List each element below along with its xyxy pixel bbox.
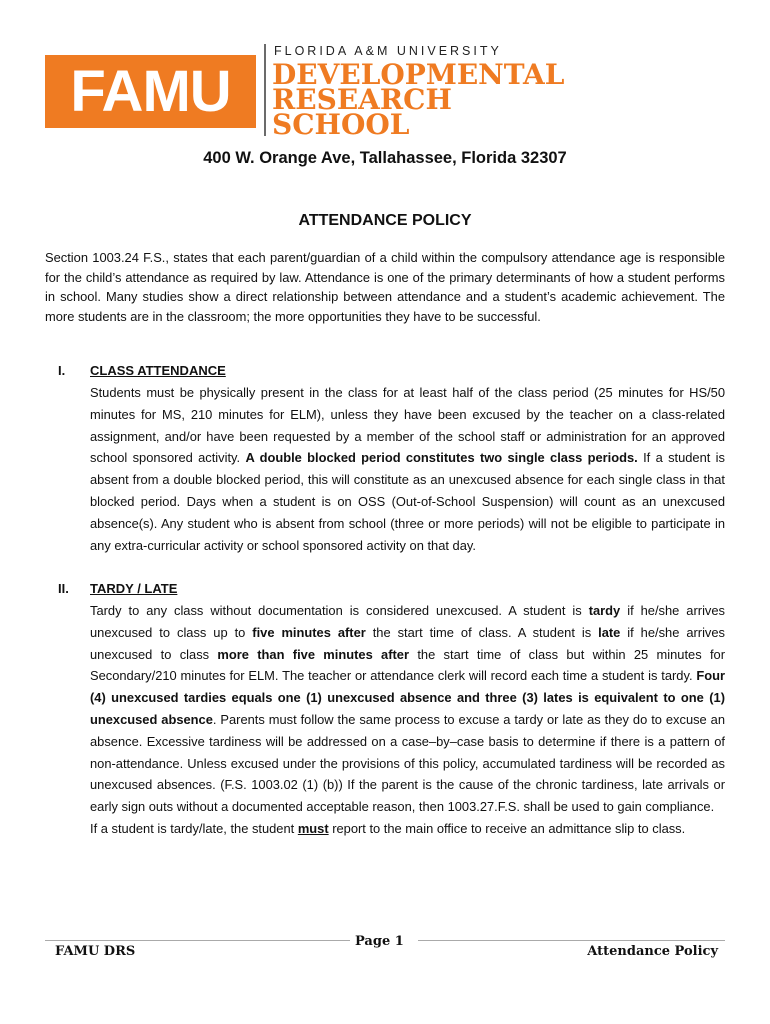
s2-text-7: If a student is tardy/late, the student [90,820,298,836]
s2-text-8: report to the main office to receive an admittance slip to class. [328,820,686,836]
document-title: ATTENDANCE POLICY [298,212,472,229]
s1-text-1: Students must be physically present in the class for at least half of the class period (25 minutes for HS/50 minutes for MS, 210 minutes for ELM), unless they have been excused by the teacher on a class-related assignment, and/or have been requested by a member of the school staff or administration for an approved school sponsored activity. [90,385,725,466]
school-address: 400 W. Orange Ave, Tallahassee, Florida 32307 [203,149,567,167]
intro-paragraph: Section 1003.24 F.S., states that each parent/guardian of a child within the compulsory attendance age is responsible for the child’s attendance as required by law. Attendance is one of the primary determinants of how a student performs in school. Many studies show a direct relationship between attendance and a student’s academic achievement. The more students are in the classroom; the more opportunities they have to be successful. [45,250,725,324]
section-1-number: I. [58,363,66,378]
s2-text-3: the start time of class. A student is [365,624,599,640]
s2-bold-five-minutes: five minutes after [252,624,366,640]
s2-text-5: the start time of class but within 25 minutes for Secondary/210 minutes for ELM. The teacher or attendance clerk will record each time a student is tardy. [90,646,726,684]
s1-bold-1: A double blocked period constitutes two single class periods. [245,450,638,466]
footer-rule-left [45,940,350,941]
famu-logo-box [45,55,256,128]
s1-text-2: If a student is absent from a double blocked period, this will constitute as an unexcused absence for each single class in that blocked period. Days when a student is on OSS (Out-of-School Suspension) will count as an unexcused absence(s). Any student who is absent from school (three or more periods) will not be eligible to participate in any extra-curricular activity or school sponsored activity on that day. [90,450,725,553]
famu-logo-text: FAMU [70,58,231,124]
section-2-heading: TARDY / LATE [90,581,178,596]
university-name: FLORIDA A&M UNIVERSITY [274,44,502,58]
footer-left: FAMU DRS [55,944,136,959]
section-2-number: II. [58,581,69,596]
s2-bold-rule: Four (4) unexcused tardies equals one (1) unexcused absence and three (3) lates is equivalent to one (1) unexcused absence [90,668,725,727]
school-name-line3: SCHOOL [272,108,410,141]
school-name-line2: RESEARCH [272,83,452,116]
s2-bold-late: late [598,624,621,640]
footer-rule-right [418,940,725,941]
s2-must: must [297,820,329,836]
s2-text-1: Tardy to any class without documentation is considered unexcused. A student is [90,603,589,618]
s2-text-2: if he/she arrives unexcused to class up to [90,603,725,640]
s2-bold-more-than: more than five minutes after [217,646,409,662]
s2-bold-tardy: tardy [588,603,621,618]
section-2-body [90,600,725,840]
section-1-body [90,382,725,556]
s2-text-6: . Parents must follow the same process to excuse a tardy or late as they do to excuse an absence. Excessive tardiness will be addressed on a case–by–case basis to determine if there is a pattern of non-attendance. Unless excused under the provisions of this policy, accumulated tardiness will be recorded as unexcused absences. (F.S. 1003.02 (1) (b)) If the parent is the cause of the chronic tardiness, late arrivals or early sign outs without a documented acceptable reason, then 1003.27.F.S. shall be used to gain compliance. [90,711,725,815]
footer-right: Attendance Policy [587,944,718,959]
page-number: Page 1 [355,934,404,949]
school-name-line1: DEVELOPMENTAL [272,58,565,91]
section-1-heading: CLASS ATTENDANCE [90,363,226,378]
logo-divider [264,44,266,136]
s2-text-4: if he/she arrives unexcused to class [90,624,725,662]
